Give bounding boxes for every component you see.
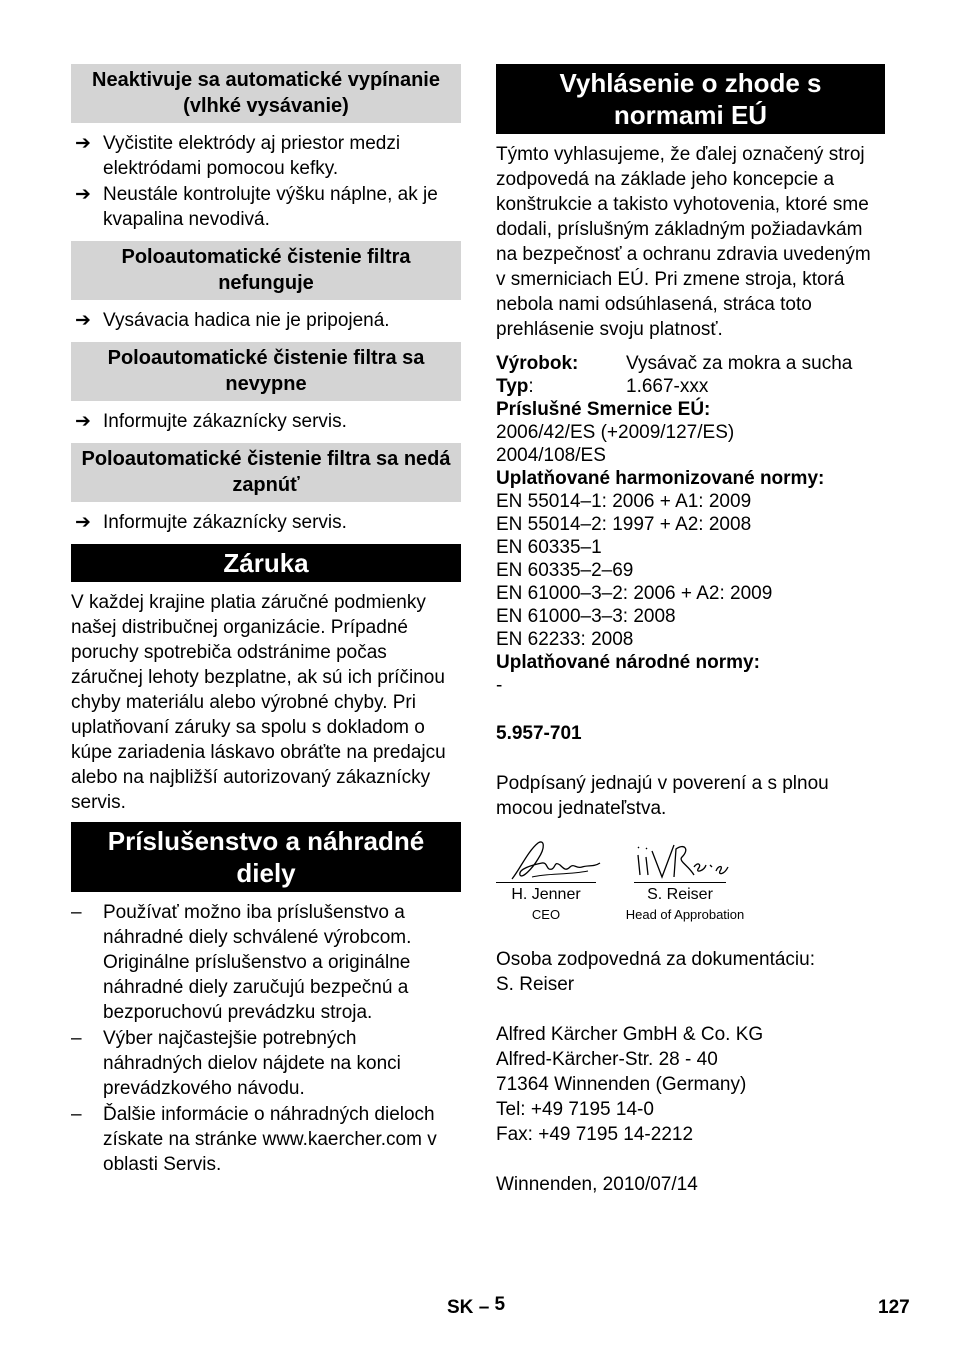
signer-role: CEO (531, 907, 561, 922)
norm-item: EN 60335–1 (496, 537, 602, 558)
type-row: Typ: 1.667-xxx (496, 376, 709, 397)
accessories-heading: Príslušenstvo a náhradné diely (71, 822, 461, 892)
arrow-right-icon: ➔ (75, 133, 91, 154)
list-item: ➔ Informujte zákaznícky servis. (75, 512, 347, 533)
directive-item: 2004/108/ES (496, 445, 606, 466)
norm-item: EN 61000–3–2: 2006 + A2: 2009 (496, 583, 773, 604)
norm-item: EN 55014–1: 2006 + A1: 2009 (496, 491, 752, 512)
signature-block (496, 835, 885, 935)
warranty-heading: Záruka (71, 544, 461, 582)
signature-jenner (508, 835, 604, 885)
list-item: – Ďalšie informácie o náhradných dieloch získate na stránke www.kaercher.com v oblasti Servis. (71, 1104, 437, 1175)
declaration-intro: Týmto vyhlasujeme, že ďalej označený stroj zodpovedá na základe jeho koncepcie a konštrukcie a takisto vyhotovenia, ktoré sme dodali, príslušným základným požiadavkám na bezpečnosť a ochranu zdravia uvedeným v smerniciach EÚ. Pri zmene stroja, ktorá nebola nami odsúhlasená, stráca toto prehlásenie svoju platnosť. (496, 144, 871, 340)
list-item: ➔ Informujte zákaznícky servis. (75, 411, 347, 432)
responsible-label: Osoba zodpovedná za dokumentáciu: (496, 949, 815, 970)
norm-item: EN 55014–2: 1997 + A2: 2008 (496, 514, 752, 535)
page-number: 127 (878, 1297, 910, 1318)
signed-text: Podpísaný jednajú v poverení a s plnou mocou jednateľstva. (496, 773, 829, 819)
instruction-list (71, 409, 461, 434)
address-line: 71364 Winnenden (Germany) (496, 1074, 747, 1095)
national-value: - (496, 675, 503, 696)
list-item: ➔ Vysávacia hadica nie je pripojená. (75, 310, 390, 331)
instruction-list (71, 510, 461, 535)
instruction-list (71, 131, 461, 232)
footer-section-label: SK – 5 (447, 1294, 506, 1318)
arrow-right-icon: ➔ (75, 512, 91, 533)
address-line: Alfred-Kärcher-Str. 28 - 40 (496, 1049, 718, 1070)
section-heading: Poloautomatické čistenie filtra sa nedá zapnúť (71, 443, 461, 502)
address-line: Alfred Kärcher GmbH & Co. KG (496, 1024, 764, 1045)
norm-item: EN 62233: 2008 (496, 629, 634, 650)
signer-name: S. Reiser (647, 886, 713, 903)
signer-name: H. Jenner (511, 886, 581, 903)
responsible-name: S. Reiser (496, 974, 575, 995)
directives-label: Príslušné Smernice EÚ: (496, 399, 711, 420)
harmonized-label: Uplatňované harmonizované normy: (496, 468, 825, 489)
product-details (496, 352, 885, 697)
declaration-heading: Vyhlásenie o zhode s normami EÚ (496, 64, 885, 134)
norm-item: EN 61000–3–3: 2008 (496, 606, 676, 627)
signer-role: Head of Approbation (625, 907, 745, 922)
list-item: – Výber najčastejšie potrebných náhradných dielov nájdete na konci prevádzkového návodu. (71, 1028, 401, 1099)
arrow-right-icon: ➔ (75, 184, 91, 205)
address-line: Fax: +49 7195 14-2212 (496, 1124, 694, 1145)
list-item: ➔ Neustále kontrolujte výšku náplne, ak je kvapalina nevodivá. (75, 184, 438, 230)
accessories-list (71, 900, 461, 1177)
warranty-text: V každej krajine platia záručné podmienky našej distribučnej organizácie. Prípadné poruchy spotrebiča odstránime počas záručnej lehoty bezplatne, ak sú ich príčinou chyby materiálu alebo výrobné chyby. Pri uplatňovaní záruky sa spolu s dokladom o kúpe zariadenia láskavo obráťte na predajcu alebo na najbližší autorizovaný zákaznícky servis. (71, 592, 446, 813)
arrow-right-icon: ➔ (75, 310, 91, 331)
left-column (71, 64, 461, 1177)
document-number: 5.957-701 (496, 723, 582, 744)
signature-reiser (634, 835, 730, 885)
right-column (496, 64, 885, 1197)
list-item: ➔ Vyčistite elektródy aj priestor medzi elektródami pomocou kefky. (75, 133, 401, 179)
list-item: – Používať možno iba príslušenstvo a náhradné diely schválené výrobcom. Originálne príslušenstvo a originálne náhradné diely zaručujú bezpečnú a bezporuchovú prevádzku stroja. (71, 902, 412, 1023)
address-line: Tel: +49 7195 14-0 (496, 1099, 654, 1120)
section-heading: Neaktivuje sa automatické vypínanie (vlhké vysávanie) (71, 64, 461, 123)
section-heading: Poloautomatické čistenie filtra sa nevypne (71, 342, 461, 401)
directive-item: 2006/42/ES (+2009/127/ES) (496, 422, 735, 443)
national-label: Uplatňované národné normy: (496, 652, 760, 673)
place-date: Winnenden, 2010/07/14 (496, 1174, 698, 1195)
norm-item: EN 60335–2–69 (496, 560, 634, 581)
section-heading: Poloautomatické čistenie filtra nefunguje (71, 241, 461, 300)
company-address (496, 1022, 885, 1147)
instruction-list (71, 308, 461, 333)
arrow-right-icon: ➔ (75, 411, 91, 432)
product-row: Výrobok: Vysávač za mokra a sucha (496, 353, 853, 374)
